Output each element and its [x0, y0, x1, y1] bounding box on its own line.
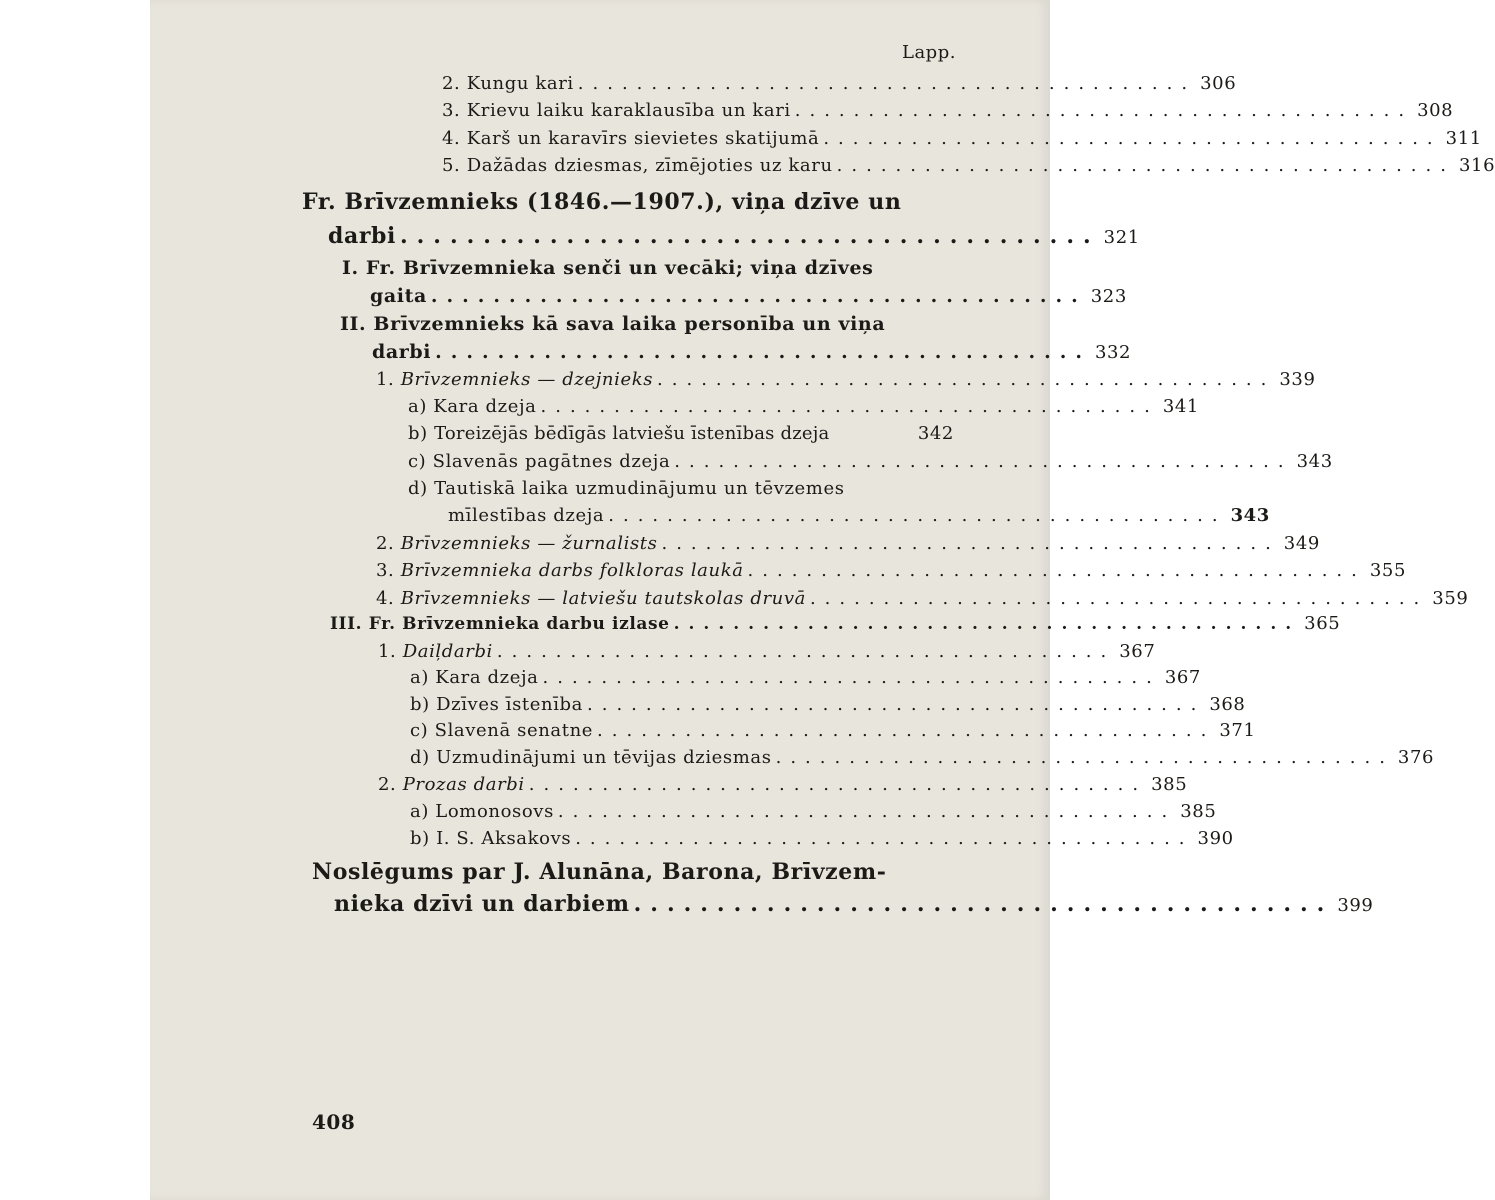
entry-page: 308 — [1417, 100, 1454, 121]
toc-entry[interactable] — [410, 693, 1246, 717]
entry-title: Kungu kari — [466, 73, 574, 94]
dot-leader: .......................................... — [430, 285, 1087, 307]
toc-entry[interactable] — [408, 450, 1333, 474]
entry-title: nieka dzīvi un darbiem — [334, 891, 630, 917]
entry-number: 1. — [378, 641, 397, 662]
book-page — [150, 0, 1495, 1200]
dot-leader: .......................................... — [661, 533, 1280, 554]
toc-entry[interactable] — [376, 587, 1469, 611]
entry-title: mīlestības dzeja — [448, 505, 605, 526]
entry-page: 367 — [1164, 667, 1201, 688]
entry-title: Kara dzeja — [435, 667, 539, 688]
entry-title: Brīvzemnieks — dzejnieks — [400, 369, 654, 390]
toc-entry[interactable] — [410, 719, 1256, 743]
dot-leader: .......................................... — [836, 155, 1455, 176]
dot-leader: .......................................... — [608, 505, 1227, 526]
entry-title: Krievu laiku karaklausība un kari — [466, 100, 791, 121]
dot-leader: .......................................... — [557, 801, 1177, 822]
dot-leader: .......................................... — [673, 614, 1301, 634]
dot-leader: .......................................... — [540, 396, 1159, 417]
entry-page: 306 — [1200, 73, 1237, 94]
dot-leader: .......................................... — [399, 223, 1100, 249]
entry-page: 359 — [1432, 588, 1469, 609]
part-heading-line1 — [340, 312, 910, 336]
entry-title: Prozas darbi — [402, 774, 525, 795]
entry-number: a) — [410, 801, 429, 822]
entry-number: 3. — [376, 560, 395, 581]
entry-page: 342 — [917, 423, 954, 444]
toc-entry[interactable] — [378, 773, 1188, 797]
entry-page: 321 — [1103, 227, 1140, 248]
entry-page: 365 — [1304, 613, 1341, 634]
entry-number: d) — [410, 747, 430, 768]
entry-number: c) — [410, 720, 429, 741]
entry-title: Brīvzemnieks — žurnalists — [400, 533, 658, 554]
dot-leader: .......................................... — [496, 641, 1116, 662]
toc-entry[interactable] — [378, 640, 1156, 664]
entry-title: Lomonosovs — [435, 801, 554, 822]
entry-number: 2. — [378, 774, 397, 795]
entry-page: 311 — [1445, 128, 1482, 149]
entry-page: 341 — [1162, 396, 1199, 417]
entry-title: gaita — [370, 285, 427, 307]
entry-page: 316 — [1458, 155, 1495, 176]
entry-title: Dzīves īstenība — [436, 694, 584, 715]
toc-entry[interactable] — [448, 504, 1270, 528]
entry-number: b) — [408, 423, 428, 444]
dot-leader: .......................................... — [528, 774, 1148, 795]
toc-entry[interactable] — [442, 72, 1237, 96]
toc-entry[interactable] — [410, 800, 1217, 824]
entry-page: 343 — [1296, 451, 1333, 472]
dot-leader: .......................................... — [542, 667, 1161, 688]
entry-page: 376 — [1397, 747, 1435, 768]
part-heading-line1 — [342, 256, 902, 280]
entry-title: Brīvzemnieks — latviešu tautskolas druvā — [400, 588, 806, 609]
dot-leader: .......................................... — [794, 100, 1414, 121]
part-number: III. — [330, 614, 363, 634]
entry-title: Dažādas dziesmas, zīmējoties uz karu — [466, 155, 833, 176]
entry-page: 339 — [1279, 369, 1316, 390]
dot-leader: .......................................... — [575, 828, 1194, 849]
entry-title: Tautiskā laika uzmudinājumu un tēvzemes — [434, 478, 845, 499]
entry-page: 371 — [1219, 720, 1256, 741]
entry-number: 1. — [376, 369, 395, 390]
entry-title: Toreizējās bēdīgās latviešu īstenības dzeja — [434, 423, 830, 444]
toc-entry[interactable] — [334, 890, 1374, 920]
dot-leader: .......................................... — [633, 891, 1334, 917]
entry-number: c) — [408, 451, 427, 472]
toc-entry[interactable] — [410, 746, 1435, 770]
entry-title: Slavenās pagātnes dzeja — [432, 451, 671, 472]
toc-entry[interactable] — [376, 368, 1316, 392]
toc-entry[interactable] — [408, 422, 954, 446]
dot-leader: .......................................... — [775, 747, 1394, 768]
part-number: I. — [342, 257, 359, 279]
dot-leader: .......................................... — [674, 451, 1293, 472]
toc-entry[interactable] — [442, 154, 1495, 178]
entry-number: 4. — [376, 588, 395, 609]
entry-number: a) — [410, 667, 429, 688]
entry-number: 4. — [442, 128, 461, 149]
entry-title: darbi — [372, 341, 432, 363]
entry-number: 3. — [442, 100, 461, 121]
conclusion-title: Noslēgums par J. Alunāna, Barona, Brīvzem- — [312, 859, 887, 885]
part-title: Brīvzemnieks kā sava laika personība un viņa — [373, 313, 886, 335]
toc-entry[interactable] — [442, 127, 1482, 151]
section-heading-line1 — [302, 188, 954, 216]
entry-page: 332 — [1094, 342, 1132, 363]
entry-title: Uzmudinājumi un tēvijas dziesmas — [436, 747, 772, 768]
page-number: 408 — [312, 1110, 356, 1134]
entry-title: Slavenā senatne — [434, 720, 594, 741]
entry-title: I. S. Aksakovs — [436, 828, 572, 849]
toc-entry[interactable] — [370, 284, 1127, 309]
entry-title: Brīvzemnieka darbs folkloras laukā — [400, 560, 744, 581]
part-title: Fr. Brīvzemnieka senči un vecāki; viņa dzīves — [365, 257, 874, 279]
dot-leader: .......................................... — [577, 73, 1197, 94]
entry-number: b) — [410, 694, 430, 715]
entry-page: 399 — [1337, 895, 1374, 916]
toc-entry[interactable] — [372, 340, 1132, 365]
entry-page: 323 — [1090, 286, 1127, 307]
toc-entry[interactable] — [442, 99, 1454, 123]
part-title: Fr. Brīvzemnieka darbu izlase — [368, 614, 670, 634]
toc-entry[interactable] — [410, 666, 1201, 690]
toc-entry[interactable] — [330, 612, 1341, 636]
entry-number: 2. — [376, 533, 395, 554]
toc-entry[interactable] — [376, 559, 1407, 583]
page-column-label: Lapp. — [902, 42, 956, 63]
toc-entry[interactable] — [376, 532, 1320, 556]
dot-leader: .......................................... — [597, 720, 1216, 741]
toc-entry-line1 — [408, 477, 954, 501]
toc-entry[interactable] — [328, 222, 1140, 252]
entry-number: a) — [408, 396, 427, 417]
conclusion-heading-line1 — [312, 858, 952, 886]
entry-title: Kara dzeja — [433, 396, 537, 417]
part-number: II. — [340, 313, 367, 335]
entry-page: 349 — [1283, 533, 1320, 554]
entry-title: Karš un karavīrs sievietes skatijumā — [466, 128, 820, 149]
toc-entry[interactable] — [410, 827, 1234, 851]
entry-page: 368 — [1209, 694, 1246, 715]
entry-number: b) — [410, 828, 430, 849]
entry-page: 385 — [1180, 801, 1217, 822]
entry-page: 385 — [1151, 774, 1188, 795]
dot-leader: .......................................... — [435, 341, 1091, 363]
section-title: Fr. Brīvzemnieks (1846.—1907.), viņa dzīve un — [302, 189, 902, 215]
entry-page: 390 — [1197, 828, 1234, 849]
entry-number: 5. — [442, 155, 461, 176]
toc-entry[interactable] — [408, 395, 1199, 419]
entry-number: 2. — [442, 73, 461, 94]
dot-leader: .......................................... — [587, 694, 1206, 715]
dot-leader: .......................................... — [657, 369, 1276, 390]
entry-page: 343 — [1230, 505, 1270, 526]
entry-page: 355 — [1369, 560, 1407, 581]
dot-leader: .......................................... — [809, 588, 1429, 609]
entry-number: d) — [408, 478, 428, 499]
entry-title: Daiļdarbi — [402, 641, 493, 662]
entry-title: darbi — [328, 223, 396, 249]
dot-leader: .......................................... — [747, 560, 1366, 581]
entry-page: 367 — [1119, 641, 1156, 662]
dot-leader: .......................................... — [823, 128, 1442, 149]
